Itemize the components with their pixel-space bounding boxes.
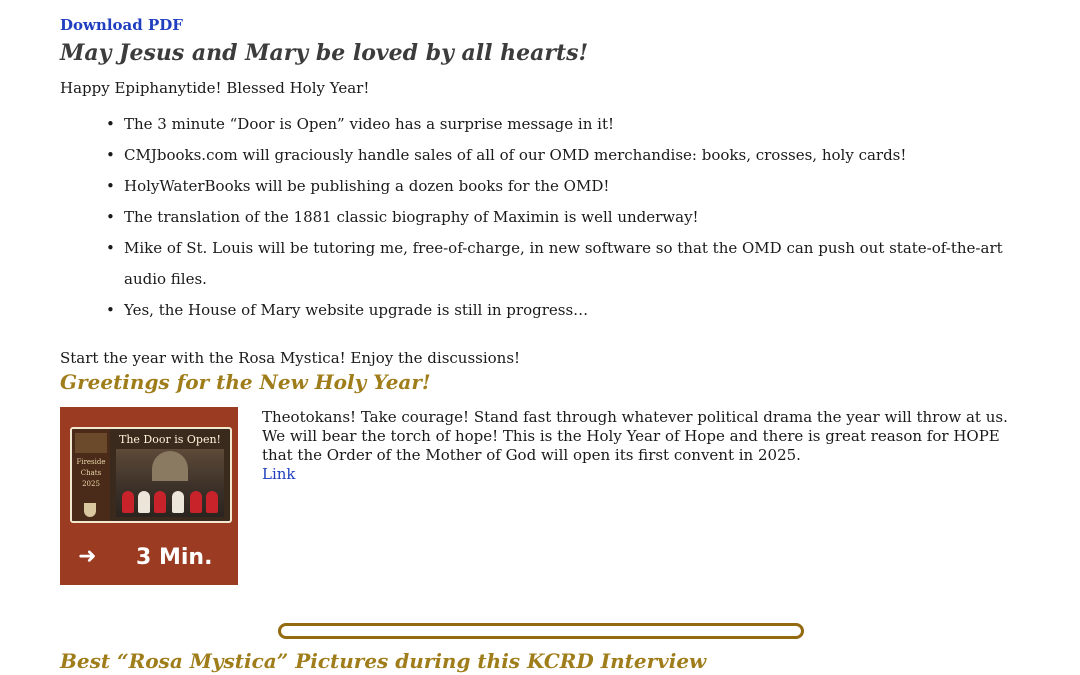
start-year-text: Start the year with the Rosa Mystica! Enjoy the discussions!	[60, 349, 521, 367]
section-divider	[278, 623, 804, 639]
thumbnail-side-panel	[72, 429, 110, 521]
figure-shape	[172, 491, 184, 513]
page-headline: May Jesus and Mary be loved by all hearts!	[60, 40, 589, 66]
news-item: • Mike of St. Louis will be tutoring me, free-of-charge, in new software so that the OMD can push out state-of-the-art audio files.	[124, 233, 1024, 295]
figure-shape	[190, 491, 202, 513]
thumbnail-side-text: Fireside Chats 2025	[76, 458, 106, 488]
thumbnail-portrait-image	[75, 433, 107, 453]
thumbnail-title: The Door is Open!	[119, 433, 221, 446]
post-title: Greetings for the New Holy Year!	[60, 370, 431, 394]
thumbnail-scene-image	[116, 449, 224, 517]
news-item: • HolyWaterBooks will be publishing a dozen books for the OMD!	[124, 171, 1024, 202]
figure-shape	[206, 491, 218, 513]
figure-shape	[138, 491, 150, 513]
news-item: • CMJbooks.com will graciously handle sales of all of our OMD merchandise: books, crosses, holy cards!	[124, 140, 1024, 171]
figure-shape	[122, 491, 134, 513]
crest-icon	[84, 503, 96, 517]
news-list	[0, 109, 1024, 326]
download-pdf-link[interactable]: Download PDF	[60, 16, 183, 34]
news-item: • The translation of the 1881 classic biography of Maximin is well underway!	[124, 202, 1024, 233]
next-section-title: Best “Rosa Mystica” Pictures during this KCRD Interview	[60, 649, 707, 673]
news-item: • Yes, the House of Mary website upgrade is still in progress…	[124, 295, 1024, 326]
video-thumbnail[interactable]	[60, 407, 238, 585]
greeting-text: Happy Epiphanytide! Blessed Holy Year!	[60, 79, 370, 97]
arch-shape	[152, 451, 188, 481]
figure-shape	[154, 491, 166, 513]
arrow-right-icon: ➜	[78, 544, 97, 569]
thumbnail-frame	[70, 427, 232, 523]
news-item: • The 3 minute “Door is Open” video has a surprise message in it!	[124, 109, 1024, 140]
post-body-text: Theotokans! Take courage! Stand fast through whatever political drama the year will throw at us. We will bear the torch of hope! This is the Holy Year of Hope and there is great reason for HOPE that the Order of the Mother of God will open its first convent in 2025.	[262, 408, 1008, 464]
post-link[interactable]: Link	[262, 465, 296, 483]
thumbnail-duration	[60, 543, 238, 573]
duration-label: 3 Min.	[136, 545, 213, 570]
